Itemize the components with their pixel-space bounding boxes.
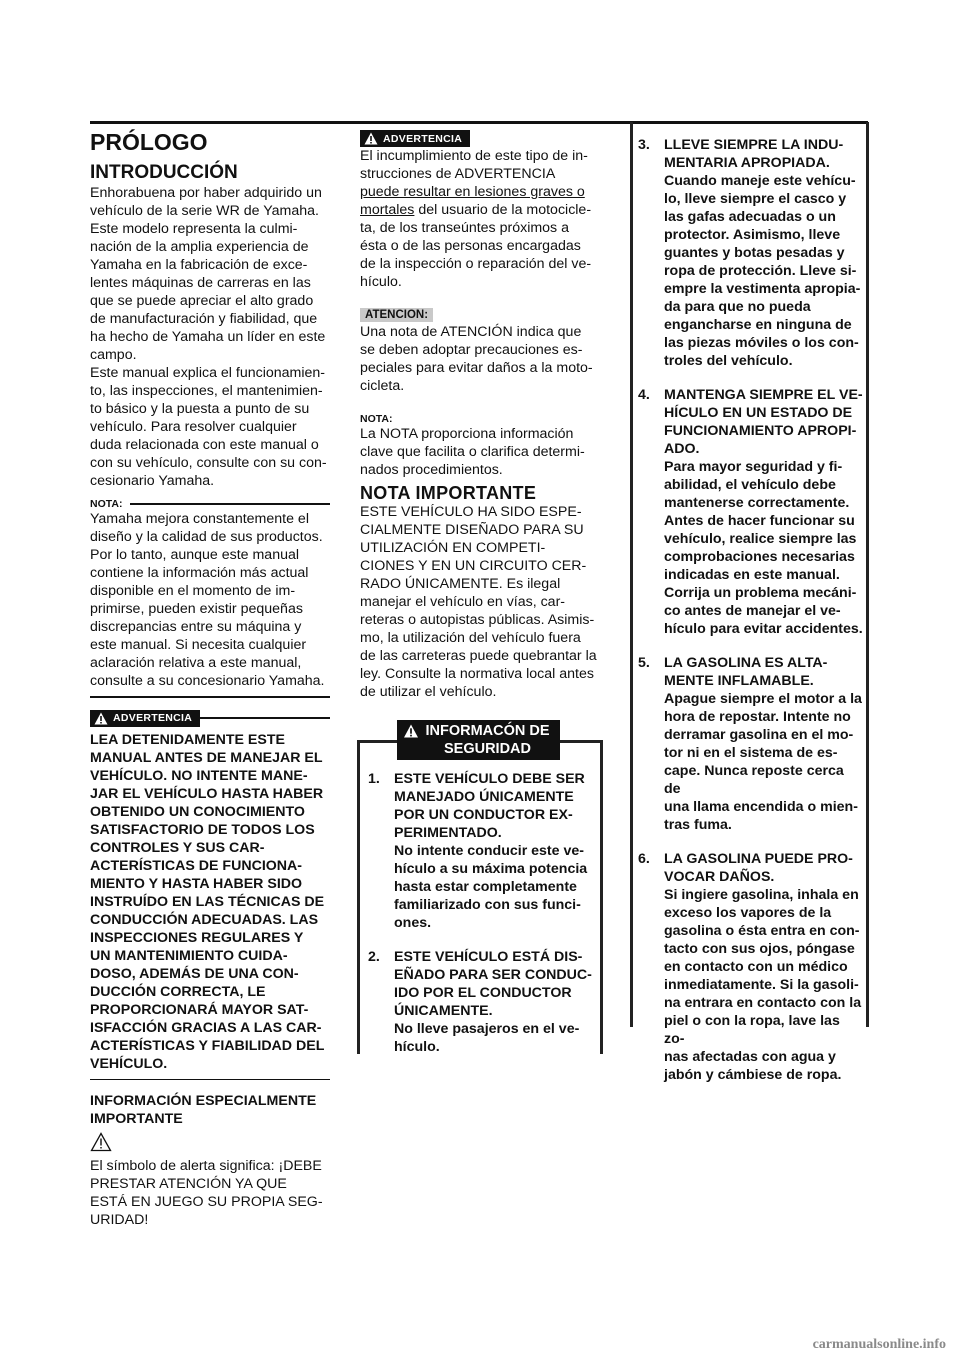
nota-rule (130, 503, 330, 505)
column-middle (360, 130, 600, 701)
page-title: PRÓLOGO (90, 129, 208, 155)
warning-badge-2 (360, 130, 470, 147)
atencion-badge: ATENCION: (360, 308, 433, 322)
watermark: carmanualsonline.info (812, 1337, 946, 1352)
warning-definition-underlined: puede resultar en lesiones graves o mortales (360, 184, 585, 218)
alert-symbol-icon (90, 1132, 112, 1152)
intro-paragraph-2: Este manual explica el funcionamien- to, las inspecciones, el mantenimien- to básico y la puesta a punto de su vehículo. Para resolver cualquier duda relacionada con este manual o con su vehículo, consulte con su con- cesionario Yamaha. (90, 365, 327, 489)
column-left (90, 130, 330, 1229)
warning-badge (90, 710, 200, 727)
top-rule (90, 121, 868, 124)
safety-item-4 (638, 386, 864, 638)
alert-symbol-text: El símbolo de alerta significa: ¡DEBE PRESTAR ATENCIÓN YA QUE ESTÁ EN JUEGO SU PROPIA SEG- URIDAD! (90, 1158, 323, 1228)
nota-text: Yamaha mejora constantemente el diseño y la calidad de sus productos. Por lo tanto, aunque este manual contiene la información más actual disponible en el momento de im- primirse, pueden existir pequeñas discrepancias entre su máquina y este manual. Si necesita cualquier aclaración relativa a este manual, consulte a su concesionario Yamaha. (90, 511, 325, 689)
safety-items-left (368, 770, 592, 1056)
safety-item-2 (368, 948, 592, 1056)
warning-header (90, 710, 330, 727)
nota-label: NOTA: (90, 498, 123, 510)
nota-definition: La NOTA proporciona información clave que facilita o clarifica determi- nados procedimientos. (360, 426, 585, 478)
safety-item-text: MANTENGA SIEMPRE EL VE- HÍCULO EN UN ESTADO DE FUNCIONAMIENTO APROPI- ADO. Para mayor seguridad y fi- abilidad, el vehículo debe mantenerse correctamente. Antes de hacer funcionar su vehículo, realice siempre las comprobaciones necesarias indicadas en este manual. Corrija un problema mecáni- co antes de manejar el ve- hículo para evitar accidentes. (664, 387, 863, 637)
warning-definition-a: El incumplimiento de este tipo de in- strucciones de ADVERTENCIA (360, 148, 588, 182)
safety-item-number: 2. (368, 949, 380, 965)
warning-definition-b: del usuario de la motocicle- ta, de los transeúntes próximos a ésta o de las personas encargadas de la inspección o reparación del ve- hículo. (360, 202, 592, 290)
intro-heading: INTRODUCCIÓN (90, 162, 238, 183)
safety-item-text: LLEVE SIEMPRE LA INDU- MENTARIA APROPIADA. Cuando maneje este vehícu- lo, lleve siempre el casco y las gafas adecuadas o un protector. Asimismo, lleve guantes y botas pesadas y ropa de protección. Lleve si- empre la vestimenta apropia- da para que no pueda engancharse en ninguna de las piezas móviles o los con- troles del vehículo. (664, 137, 861, 369)
safety-tab-line-left (357, 740, 397, 743)
warning-text: LEA DETENIDAMENTE ESTE MANUAL ANTES DE MANEJAR EL VEHÍCULO. NO INTENTE MANE- JAR EL VEHÍCULO HASTA HABER OBTENIDO UN CONOCIMIENTO SATISFACTORIO DE TODOS LOS CONTROLES Y SUS CAR- ACTERÍSTICAS DE FUNCIONA- MIENTO Y HASTA HABER SIDO INSTRUÍDO EN LAS TÉCNICAS DE CONDUCCIÓN ADECUADAS. LAS INSPECCIONES REGULARES Y UN MANTENIMIENTO CUIDA- DOSO, ADEMÁS DE UNA CON- DUCCIÓN CORRECTA, LE PROPORCIONARÁ MAYOR SAT- ISFACCIÓN GRACIAS A LAS CAR- ACTERÍSTICAS Y FIABILIDAD DEL VEHÍCULO. (90, 731, 325, 1072)
warning-triangle-icon (364, 132, 378, 145)
special-info-heading: INFORMACIÓN ESPECIALMENTE IMPORTANTE (90, 1093, 317, 1127)
safety-item-number: 1. (368, 771, 380, 787)
warning-label: ADVERTENCIA (113, 712, 193, 724)
safety-item-number: 4. (638, 387, 650, 403)
intro-paragraph-1: Enhorabuena por haber adquirido un vehículo de la serie WR de Yamaha. Este modelo representa la culmi- nación de la amplia experiencia de Yamaha en la fabricación de exce- lentes máquinas de carreras en las que se puede apreciar el alto grado de manufacturación y fiabilidad, que ha hecho de Yamaha un líder en este campo. (90, 185, 326, 363)
nota-header (90, 498, 330, 510)
warning-triangle-icon (403, 724, 419, 738)
safety-item-text: LA GASOLINA ES ALTA- MENTE INFLAMABLE. Apague siempre el motor a la hora de repostar. Intente no derramar gasolina en el mo- tor ni en el sistema de es- cape. Nunca reposte cerca de una llama encendida o mien- tras fuma. (664, 655, 862, 833)
safety-item-number: 3. (638, 137, 650, 153)
nota-header-2 (360, 413, 600, 425)
safety-info-title: INFORMACÓN DE SEGURIDAD (425, 723, 550, 757)
important-text: ESTE VEHÍCULO HA SIDO ESPE- CIALMENTE DISEÑADO PARA SU UTILIZACIÓN EN COMPETI- CIONES Y EN UN CIRCUITO CER- RADO ÚNICAMENTE. Es ilegal manejar el vehículo en vías, car- reteras o autopistas públicas. Asimis- mo, la utilización del vehículo fuera de las carreteras puede quebrantar la ley. Consulte la normativa local antes de utilizar el vehículo. (360, 504, 597, 700)
safety-item-6 (638, 850, 864, 1084)
warning-header-2 (360, 130, 600, 147)
warning-triangle-icon (94, 712, 108, 725)
safety-item-number: 6. (638, 851, 650, 867)
nota-label-2: NOTA: (360, 413, 393, 425)
warning-label-2: ADVERTENCIA (383, 132, 463, 145)
atencion-text: Una nota de ATENCIÓN indica que se deben adoptar precauciones es- peciales para evitar daños a la moto- cicleta. (360, 324, 593, 394)
safety-tab-line-right (560, 740, 600, 743)
safety-item-5 (638, 654, 864, 834)
safety-box-border-right (866, 122, 869, 1027)
warning-definition (360, 147, 600, 291)
warning-rule (200, 717, 330, 719)
important-heading: NOTA IMPORTANTE (360, 483, 537, 503)
safety-item-3 (638, 136, 864, 370)
safety-info-tab (397, 720, 560, 760)
safety-item-1 (368, 770, 592, 932)
column-right (638, 136, 864, 1084)
safety-item-number: 5. (638, 655, 650, 671)
safety-item-text: ESTE VEHÍCULO ESTÁ DIS- EÑADO PARA SER CONDUC- IDO POR EL CONDUCTOR ÚNICAMENTE. No lleve pasajeros en el ve- hículo. (394, 949, 592, 1055)
safety-box-border-left (630, 122, 633, 1027)
safety-item-text: LA GASOLINA PUEDE PRO- VOCAR DAÑOS. Si ingiere gasolina, inhala en exceso los vapores de la gasolina o ésta entra en con- tacto con sus ojos, póngase en contacto con un médico inmediatamente. Si la gasoli- na entrara en contacto con la piel o con la ropa, lave las zo- nas afectadas con agua y jabón y cámbiese de ropa. (664, 851, 862, 1083)
safety-item-text: ESTE VEHÍCULO DEBE SER MANEJADO ÚNICAMENTE POR UN CONDUCTOR EX- PERIMENTADO. No intente conducir este ve- hículo a su máxima potencia hasta estar completamente familiarizado con sus funci- ones. (394, 771, 588, 931)
